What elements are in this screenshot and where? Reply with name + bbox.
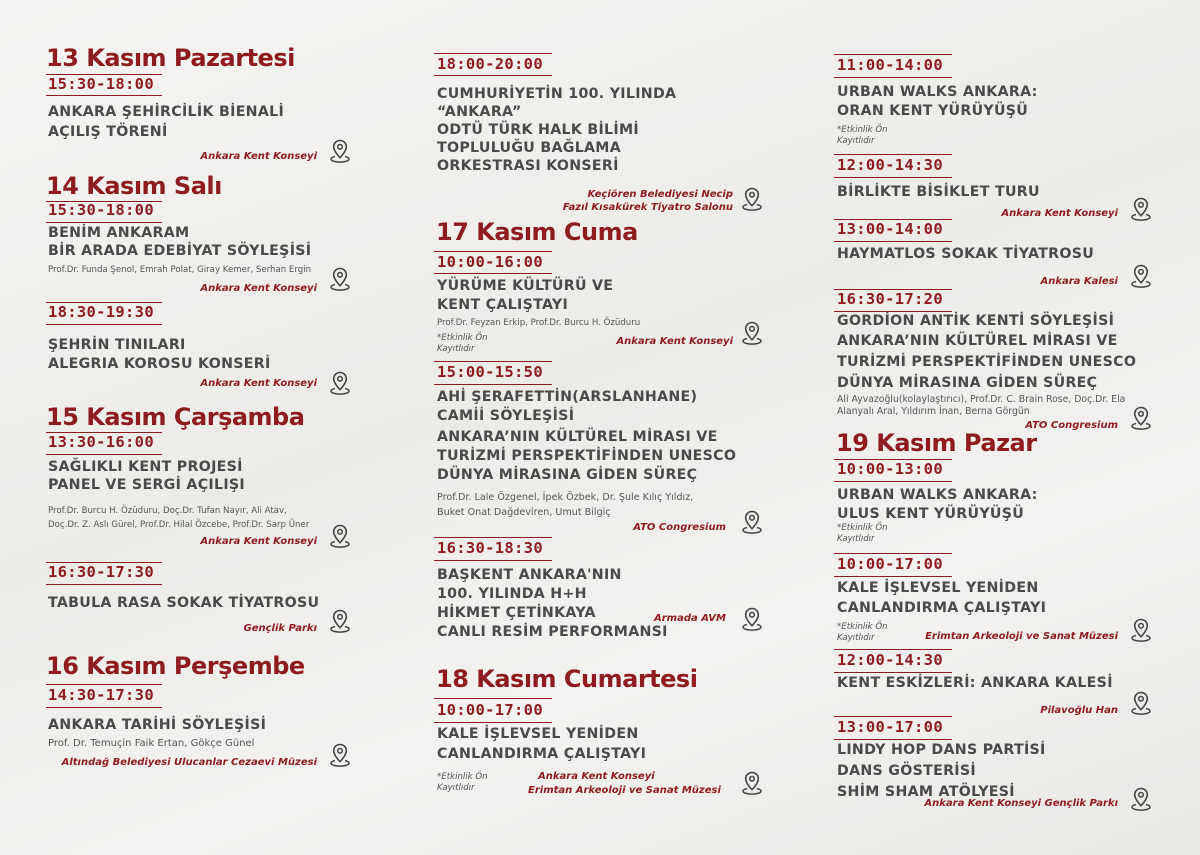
event-venue: Ankara Kent Konseyi: [200, 283, 317, 294]
event-venue: Ankara Kent Konseyi Gençlik Parkı: [924, 798, 1118, 809]
registration-note: Kayıtlıdır: [837, 534, 875, 544]
event-title: ŞEHRİN TINILARI: [48, 337, 186, 353]
event-speakers: Alanyalı Aral, Yıldırım İnan, Berna Görgün: [837, 406, 1030, 417]
event-title: ORKESTRASI KONSERİ: [437, 158, 619, 174]
event-title: 100. YILINDA H+H: [437, 586, 587, 602]
time-rule: [434, 560, 552, 561]
event-title: DANS GÖSTERİSİ: [837, 763, 976, 779]
location-pin-icon: [329, 523, 351, 549]
registration-note: *Etkinlik Ön: [437, 772, 488, 782]
event-title: KALE İŞLEVSEL YENİDEN: [837, 580, 1039, 596]
event-title: YÜRÜME KÜLTÜRÜ VE: [437, 278, 614, 294]
location-pin-icon: [741, 509, 763, 535]
registration-note: Kayıtlıdır: [837, 136, 875, 146]
location-pin-icon: [329, 266, 351, 292]
event-time: 12:00-14:30: [837, 156, 943, 174]
event-speakers: Prof.Dr. Feyzan Erkip, Prof.Dr. Burcu H. Özüduru: [437, 318, 641, 328]
event-title: TABULA RASA SOKAK TİYATROSU: [48, 595, 320, 611]
time-rule: [46, 684, 162, 685]
event-title: CANLANDIRMA ÇALIŞTAYI: [837, 600, 1047, 616]
event-time: 10:00-13:00: [837, 460, 943, 478]
time-rule: [46, 324, 162, 325]
event-title: LINDY HOP DANS PARTİSİ: [837, 742, 1046, 758]
registration-note: Kayıtlıdır: [437, 344, 475, 354]
time-rule: [46, 95, 162, 96]
event-time: 11:00-14:00: [837, 56, 943, 74]
event-venue: Armada AVM: [654, 613, 726, 624]
time-rule: [834, 716, 952, 717]
day-heading: 19 Kasım Pazar: [836, 429, 1037, 457]
time-rule: [834, 77, 952, 78]
event-time: 16:30-17:30: [48, 563, 154, 581]
location-pin-icon: [329, 742, 351, 768]
event-title: SAĞLIKLI KENT PROJESİ: [48, 459, 243, 475]
event-title: ALEGRIA KOROSU KONSERİ: [48, 356, 271, 372]
event-time: 16:30-18:30: [437, 539, 543, 557]
event-time: 14:30-17:30: [48, 686, 154, 704]
location-pin-icon: [741, 606, 763, 632]
location-pin-icon: [741, 320, 763, 346]
event-title: PANEL VE SERGİ AÇILIŞI: [48, 477, 246, 493]
time-rule: [434, 722, 552, 723]
time-rule: [834, 481, 952, 482]
time-rule: [834, 241, 952, 242]
location-pin-icon: [329, 370, 351, 396]
event-title: ANKARA’NIN KÜLTÜREL MİRASI VE: [437, 429, 718, 445]
day-heading: 16 Kasım Perşembe: [46, 652, 305, 680]
location-pin-icon: [741, 186, 763, 212]
event-title: TOPLULUĞU BAĞLAMA: [437, 140, 622, 156]
event-title: HİKMET ÇETİNKAYA: [437, 605, 596, 621]
time-rule: [46, 222, 162, 223]
event-time: 10:00-17:00: [437, 701, 543, 719]
time-rule: [834, 576, 952, 577]
event-title: CANLI RESİM PERFORMANSI: [437, 624, 668, 640]
event-speakers: Ali Ayvazoğlu(kolaylaştırıcı), Prof.Dr. C. Brain Rose, Doç.Dr. Ela: [837, 394, 1126, 405]
time-rule: [434, 251, 552, 252]
event-title: DÜNYA MİRASINA GİDEN SÜREÇ: [437, 467, 698, 483]
event-time: 13:00-17:00: [837, 718, 943, 736]
event-speakers: Doç.Dr. Z. Aslı Gürel, Prof.Dr. Hilal Özcebe, Prof.Dr. Sarp Üner: [48, 520, 310, 530]
time-rule: [834, 672, 952, 673]
time-rule: [434, 537, 552, 538]
location-pin-icon: [1130, 786, 1152, 812]
event-venue: Ankara Kent Konseyi: [1001, 208, 1118, 219]
event-title: AÇILIŞ TÖRENİ: [48, 124, 168, 140]
event-time: 15:30-18:00: [48, 201, 154, 219]
location-pin-icon: [741, 770, 763, 796]
event-venue: Ankara Kent Konseyi: [616, 336, 733, 347]
location-pin-icon: [1130, 263, 1152, 289]
event-venue: Ankara Kent Konseyi: [200, 378, 317, 389]
event-venue: Erimtan Arkeoloji ve Sanat Müzesi: [528, 785, 721, 796]
location-pin-icon: [329, 138, 351, 164]
event-venue: Ankara Kent Konseyi: [538, 771, 655, 782]
event-venue: Ankara Kalesi: [1040, 276, 1118, 287]
registration-note: *Etkinlik Ön: [837, 622, 888, 632]
event-title: KENT ÇALIŞTAYI: [437, 297, 569, 313]
registration-note: *Etkinlik Ön: [437, 333, 488, 343]
time-rule: [834, 177, 952, 178]
event-time: 10:00-17:00: [837, 555, 943, 573]
event-title: GORDİON ANTİK KENTİ SÖYLEŞİSİ: [837, 313, 1115, 329]
day-heading: 14 Kasım Salı: [46, 172, 222, 200]
time-rule: [46, 454, 162, 455]
location-pin-icon: [329, 608, 351, 634]
time-rule: [46, 707, 162, 708]
time-rule: [46, 584, 162, 585]
event-speakers: Buket Onat Dağdeviren, Umut Bilgiç: [437, 507, 611, 518]
event-venue: Keçiören Belediyesi Necip: [587, 189, 733, 200]
event-title: ANKARA’NIN KÜLTÜREL MİRASI VE: [837, 333, 1118, 349]
event-title: SHİM SHAM ATÖLYESİ: [837, 784, 1015, 800]
event-time: 10:00-16:00: [437, 253, 543, 271]
event-title: KALE İŞLEVSEL YENİDEN: [437, 726, 639, 742]
time-rule: [834, 553, 952, 554]
event-time: 12:00-14:30: [837, 651, 943, 669]
time-rule: [834, 154, 952, 155]
time-rule: [834, 649, 952, 650]
event-title: CAMİİ SÖYLEŞİSİ: [437, 408, 575, 424]
event-time: 16:30-17:20: [837, 290, 943, 308]
event-title: BİRLİKTE BİSİKLET TURU: [837, 184, 1040, 200]
event-title: KENT ESKİZLERİ: ANKARA KALESİ: [837, 675, 1113, 691]
event-speakers: Prof.Dr. Burcu H. Özüduru, Doç.Dr. Tufan Nayır, Ali Atav,: [48, 506, 287, 516]
event-venue: Pilavoğlu Han: [1040, 705, 1118, 716]
event-time: 15:30-18:00: [48, 75, 154, 93]
event-venue: Ankara Kent Konseyi: [200, 151, 317, 162]
event-time: 18:00-20:00: [437, 55, 543, 73]
event-time: 15:00-15:50: [437, 363, 543, 381]
location-pin-icon: [1130, 617, 1152, 643]
event-title: CANLANDIRMA ÇALIŞTAYI: [437, 746, 647, 762]
registration-note: Kayıtlıdır: [437, 783, 475, 793]
time-rule: [434, 384, 552, 385]
event-venue: Gençlik Parkı: [243, 623, 317, 634]
time-rule: [434, 53, 552, 54]
day-heading: 17 Kasım Cuma: [436, 218, 638, 246]
event-title: ORAN KENT YÜRÜYÜŞÜ: [837, 103, 1029, 119]
event-title: AHİ ŞERAFETTİN(ARSLANHANE): [437, 389, 698, 405]
event-title: URBAN WALKS ANKARA:: [837, 487, 1038, 503]
event-title: “ANKARA”: [437, 104, 522, 120]
event-speakers: Prof. Dr. Temuçin Faik Ertan, Gökçe Günel: [48, 738, 255, 749]
event-time: 13:30-16:00: [48, 433, 154, 451]
event-title: TURİZMİ PERSPEKTİFİNDEN UNESCO: [437, 448, 737, 464]
location-pin-icon: [1130, 196, 1152, 222]
event-venue: Erimtan Arkeoloji ve Sanat Müzesi: [925, 631, 1118, 642]
time-rule: [834, 739, 952, 740]
event-title: BENİM ANKARAM: [48, 225, 190, 241]
event-title: DÜNYA MİRASINA GİDEN SÜREÇ: [837, 375, 1098, 391]
event-title: BAŞKENT ANKARA'NIN: [437, 567, 622, 583]
event-title: ULUS KENT YÜRÜYÜŞÜ: [837, 506, 1025, 522]
event-title: URBAN WALKS ANKARA:: [837, 84, 1038, 100]
event-title: ANKARA ŞEHİRCİLİK BİENALİ: [48, 104, 285, 120]
event-title: BİR ARADA EDEBİYAT SÖYLEŞİSİ: [48, 243, 312, 259]
event-title: TURİZMİ PERSPEKTİFİNDEN UNESCO: [837, 354, 1137, 370]
location-pin-icon: [1130, 405, 1152, 431]
event-venue: Ankara Kent Konseyi: [200, 536, 317, 547]
event-title: ANKARA TARİHİ SÖYLEŞİSİ: [48, 717, 267, 733]
registration-note: Kayıtlıdır: [837, 633, 875, 643]
day-heading: 18 Kasım Cumartesi: [436, 665, 698, 693]
time-rule: [434, 273, 552, 274]
location-pin-icon: [1130, 690, 1152, 716]
day-heading: 13 Kasım Pazartesi: [46, 44, 295, 72]
registration-note: *Etkinlik Ön: [837, 125, 888, 135]
event-venue: Fazıl Kısakürek Tiyatro Salonu: [562, 202, 733, 213]
event-venue: Altındağ Belediyesi Ulucanlar Cezaevi Müzesi: [61, 757, 317, 768]
time-rule: [834, 54, 952, 55]
time-rule: [434, 361, 552, 362]
event-title: CUMHURİYETİN 100. YILINDA: [437, 86, 677, 102]
registration-note: *Etkinlik Ön: [837, 523, 888, 533]
event-title: HAYMATLOS SOKAK TİYATROSU: [837, 246, 1095, 262]
event-venue: ATO Congresium: [1025, 420, 1118, 431]
event-speakers: Prof.Dr. Lale Özgenel, İpek Özbek, Dr. Şule Kılıç Yıldız,: [437, 492, 694, 503]
event-venue: ATO Congresium: [633, 522, 726, 533]
event-time: 13:00-14:00: [837, 220, 943, 238]
event-title: ODTÜ TÜRK HALK BİLİMİ: [437, 122, 639, 138]
event-time: 18:30-19:30: [48, 303, 154, 321]
time-rule: [434, 75, 552, 76]
time-rule: [434, 698, 552, 699]
day-heading: 15 Kasım Çarşamba: [46, 403, 305, 431]
event-speakers: Prof.Dr. Funda Şenol, Emrah Polat, Giray Kemer, Serhan Ergin: [48, 265, 312, 275]
